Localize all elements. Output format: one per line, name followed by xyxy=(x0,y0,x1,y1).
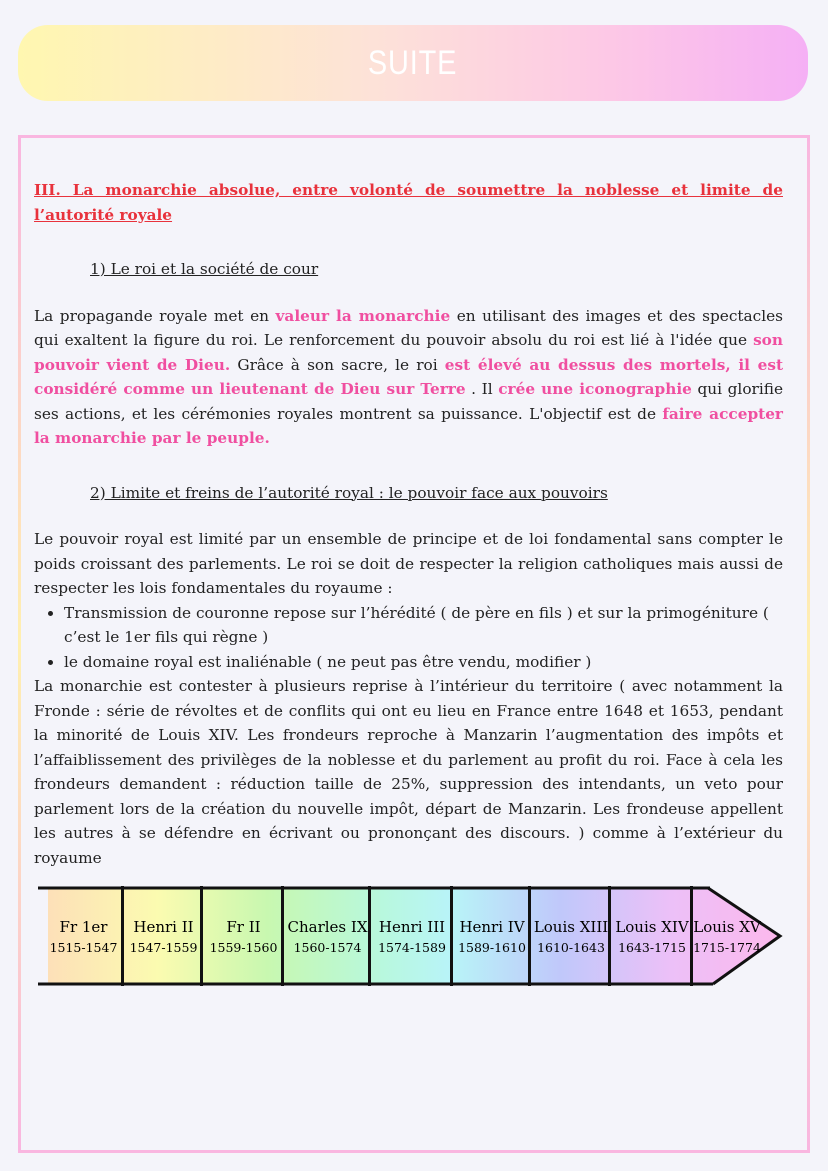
text-segment: . Il xyxy=(465,380,499,398)
king-name: Charles IX xyxy=(287,917,368,936)
timeline-cell xyxy=(450,886,531,986)
reign-years: 1610-1643 xyxy=(537,939,605,955)
reign-years: 1547-1559 xyxy=(129,939,198,955)
list-item: • Transmission de couronne repose sur l’hérédité ( de père en fils ) et sur la primogéniture ( c’est le 1er fils qui règne ) xyxy=(64,601,783,650)
reign-years: 1559-1560 xyxy=(209,939,278,955)
section-title: III. La monarchie absolue, entre volonté de soumettre la noblesse et limite de l’autorité royale xyxy=(34,181,783,224)
king-name: Fr II xyxy=(226,917,261,936)
text-segment: en utilisant des images et des spectacles qui exaltent la figure du roi. Le renforcement du pouvoir absolu du roi est lié à l'idée que xyxy=(34,306,784,349)
banner-title: SUITE xyxy=(368,43,458,82)
reign-years: 1560-1574 xyxy=(293,939,362,955)
paragraph-fronde: La monarchie est contester à plusieurs reprise à l’intérieur du territoire ( avec notamment la Fronde : série de révoltes et de conflits qui ont eu lieu en France entre 1648 et 1653, pendant la minorité de Louis XIV. Les frondeurs reproche à Manzarin l’augmentation des impôts et l’affaiblissement des privilèges de la noblesse et du parlement au profit du roi. Face à cela les frondeurs demandent : réduction taille de 25%, suppression des intendants, un veto pour parlement lors de la création du nouvelle impôt, départ de Manzarin. Les frondeuse appellent les autres à se défendre en écrivant ou prononçant des discours. ) comme à l’extérieur du royaume xyxy=(34,677,783,867)
highlighted-text: crée une iconographie xyxy=(498,380,692,398)
text-segment: qui glorifie ses actions, et les cérémonies royales montrent sa puissance. L'objectif est de xyxy=(34,380,783,423)
laws-list xyxy=(34,601,783,675)
highlighted-text: valeur la monarchie xyxy=(275,306,451,325)
paragraph-propaganda xyxy=(34,304,783,451)
timeline-cell xyxy=(528,886,611,986)
timeline-cell xyxy=(608,886,693,986)
reign-years: 1589-1610 xyxy=(458,939,526,955)
subsection-title-1: 1) Le roi et la société de cour xyxy=(90,260,319,278)
king-name: Louis XIII xyxy=(533,917,609,936)
paragraph-limits: Le pouvoir royal est limité par un ensemble de principe et de loi fondamental sans compter le poids croissant des parlements. Le roi se doit de respecter la religion catholiques mais aussi de respecter les lois fondamentales du royaume : xyxy=(34,530,783,597)
reign-years: 1515-1547 xyxy=(49,939,118,955)
timeline-cell xyxy=(200,886,284,986)
highlighted-text: faire accepter la monarchie par le peuple. xyxy=(34,404,783,447)
timeline-cell xyxy=(690,886,761,986)
subsection-title-2: 2) Limite et freins de l’autorité royal : le pouvoir face aux pouvoirs xyxy=(90,483,608,502)
king-name: Henri III xyxy=(378,917,446,936)
reign-years: 1574-1589 xyxy=(378,939,446,955)
king-name: Louis XIV xyxy=(615,917,689,936)
timeline-cell xyxy=(46,886,121,986)
highlighted-text: son pouvoir vient de Dieu. xyxy=(34,331,783,374)
timeline-cell xyxy=(281,886,371,986)
king-name: Fr 1er xyxy=(59,917,108,936)
highlighted-text: est élevé au dessus des mortels, il est considéré comme un lieutenant de Dieu sur Terre xyxy=(34,355,784,398)
title-banner xyxy=(18,25,808,101)
timeline xyxy=(38,886,783,986)
timeline-cell xyxy=(121,886,203,986)
timeline-cell xyxy=(368,886,453,986)
reign-years: 1715-1774 xyxy=(693,939,761,955)
king-name: Henri IV xyxy=(459,917,525,936)
content xyxy=(34,178,783,870)
list-item: • le domaine royal est inaliénable ( ne peut pas être vendu, modifier ) xyxy=(64,650,783,675)
king-name: Henri II xyxy=(133,917,194,936)
text-segment: La propagande royale met en xyxy=(34,306,276,325)
king-name: Louis XV xyxy=(693,917,761,936)
reign-years: 1643-1715 xyxy=(618,939,686,955)
text-segment: Grâce à son sacre, le roi xyxy=(230,355,445,374)
